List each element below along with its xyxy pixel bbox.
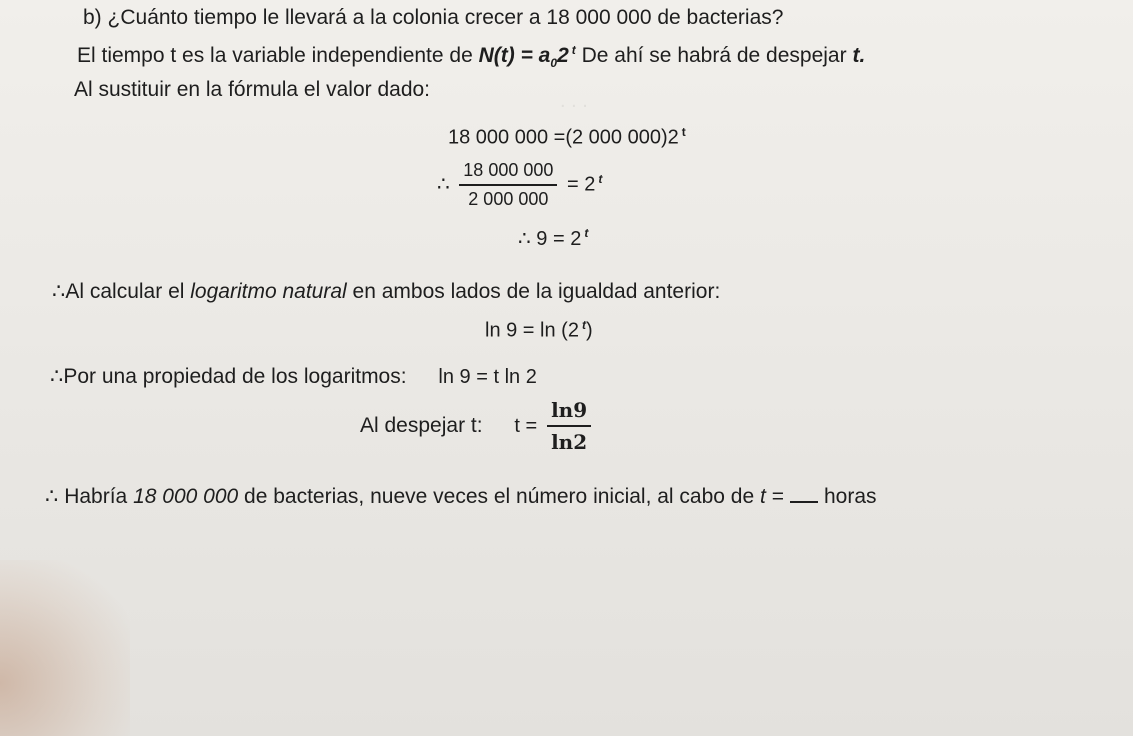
bleed-through-text: . . . — [560, 90, 588, 112]
ln-step-suffix: en ambos lados de la igualdad anterior: — [352, 280, 721, 303]
conclusion-var: t — [760, 485, 766, 508]
eq3-lhs: 9 = 2 — [536, 228, 582, 250]
solve-text: Al despejar t: — [360, 413, 483, 437]
eq1-lhs: 18 000 000 =(2 000 000)2 — [448, 126, 679, 149]
eq3-exp: t — [584, 226, 589, 241]
formula-exp: t — [571, 43, 576, 57]
intro-var: t. — [852, 44, 866, 67]
equation-2 — [437, 160, 602, 210]
conclusion-line — [45, 484, 877, 509]
eq1-exp: t — [681, 125, 686, 139]
solve-lhs: t = — [514, 414, 538, 437]
ln-step-prefix: ∴Al calcular el — [52, 280, 185, 303]
formula-main: N(t) = a — [478, 44, 551, 67]
eq4-exp: t — [581, 318, 586, 332]
equation-1 — [448, 125, 686, 150]
eq4-lhs: ln 9 = ln (2 — [485, 319, 579, 342]
question-b — [83, 6, 783, 30]
substitute-line: Al sustituir en la fórmula el valor dado: — [74, 78, 431, 101]
intro-text-after: De ahí se habrá de despejar — [581, 44, 847, 67]
question-text: ¿Cuánto tiempo le llevará a la colonia crecer a 18 000 000 de bacterias? — [107, 6, 784, 29]
conclusion-italic: 18 000 000 — [133, 485, 239, 508]
conclusion-prefix: ∴ Habría — [45, 485, 128, 508]
solve-fraction — [547, 398, 591, 454]
eq2-exp: t — [598, 171, 603, 186]
formula-base: 2 — [557, 44, 569, 67]
eq2-rhs: = 2 — [566, 173, 596, 196]
formula-sub: 0 — [550, 56, 558, 71]
finger-shadow — [0, 560, 130, 736]
equation-3 — [518, 226, 588, 251]
eq2-therefore: ∴ — [437, 173, 450, 196]
intro-text-before: El tiempo t es la variable independiente de — [77, 44, 473, 67]
property-line — [50, 364, 537, 389]
eq2-fraction — [459, 160, 557, 210]
conclusion-suffix: horas — [823, 485, 877, 508]
eq4-close: ) — [585, 319, 593, 342]
property-equation: ln 9 = t ln 2 — [438, 366, 537, 388]
ln-step-italic: logaritmo natural — [190, 280, 347, 303]
equation-4 — [485, 318, 593, 343]
eq2-denominator: 2 000 000 — [468, 189, 549, 209]
property-text: ∴Por una propiedad de los logaritmos: — [50, 365, 407, 388]
intro-formula — [478, 43, 576, 71]
answer-blank[interactable] — [790, 501, 818, 503]
conclusion-equals: = — [771, 485, 784, 508]
solve-numerator: ln9 — [547, 398, 591, 427]
solve-denominator: ln2 — [551, 430, 588, 454]
intro-line — [77, 43, 865, 70]
conclusion-middle: de bacterias, nueve veces el número inicial, al cabo de — [244, 485, 755, 508]
question-label: b) — [83, 6, 102, 29]
ln-step-line — [52, 279, 720, 304]
solve-line — [360, 398, 595, 454]
eq3-therefore: ∴ — [518, 228, 531, 250]
eq2-numerator: 18 000 000 — [459, 160, 557, 186]
